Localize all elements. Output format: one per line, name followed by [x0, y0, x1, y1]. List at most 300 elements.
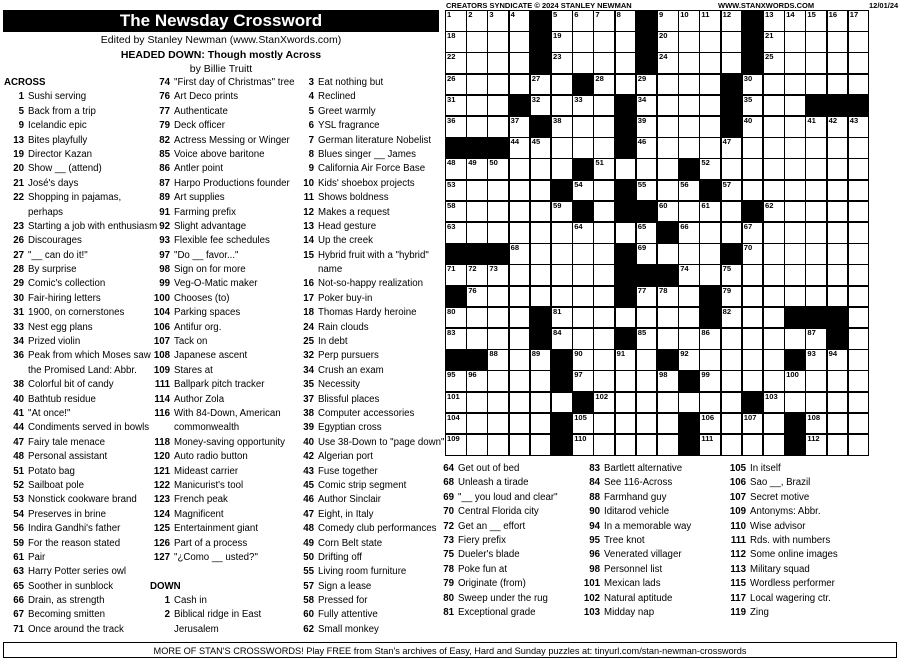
clue-item[interactable]	[4, 263, 152, 277]
grid-cell[interactable]	[848, 328, 870, 350]
grid-cell[interactable]	[466, 10, 488, 32]
clue-item[interactable]	[4, 206, 152, 220]
grid-cell[interactable]	[827, 370, 849, 392]
grid-cell[interactable]	[805, 328, 827, 350]
grid-cell[interactable]	[699, 413, 721, 435]
grid-cell[interactable]	[593, 307, 615, 329]
clue-item[interactable]	[294, 537, 444, 551]
grid-cell[interactable]	[572, 328, 594, 350]
clue-item[interactable]	[294, 508, 444, 522]
grid-cell[interactable]	[721, 307, 743, 329]
clue-item[interactable]	[150, 105, 310, 119]
grid-cell[interactable]	[636, 370, 658, 392]
grid-cell[interactable]	[445, 264, 467, 286]
grid-cell[interactable]	[509, 180, 531, 202]
clue-item[interactable]	[4, 306, 152, 320]
grid-cell[interactable]	[742, 116, 764, 138]
grid-cell[interactable]	[487, 52, 509, 74]
grid-cell[interactable]	[805, 370, 827, 392]
grid-cell[interactable]	[657, 95, 679, 117]
grid-cell[interactable]	[763, 137, 785, 159]
grid-cell[interactable]	[530, 434, 552, 456]
grid-cell[interactable]	[699, 328, 721, 350]
grid-cell[interactable]	[763, 434, 785, 456]
grid-cell[interactable]	[678, 52, 700, 74]
clue-item[interactable]	[294, 436, 444, 450]
clue-item[interactable]	[150, 277, 310, 291]
grid-cell[interactable]	[848, 286, 870, 308]
grid-cell[interactable]	[466, 307, 488, 329]
grid-cell[interactable]	[551, 52, 573, 74]
grid-cell[interactable]	[721, 349, 743, 371]
clue-item[interactable]	[294, 206, 444, 220]
clue-item[interactable]	[150, 177, 310, 191]
grid-cell[interactable]	[784, 370, 806, 392]
clue-item[interactable]	[580, 520, 740, 534]
clue-item[interactable]	[294, 220, 444, 234]
grid-cell[interactable]	[572, 286, 594, 308]
grid-cell[interactable]	[805, 116, 827, 138]
grid-cell[interactable]	[572, 307, 594, 329]
grid-cell[interactable]	[466, 413, 488, 435]
grid-cell[interactable]	[784, 74, 806, 96]
grid-cell[interactable]	[509, 413, 531, 435]
clue-item[interactable]	[4, 277, 152, 291]
clue-item[interactable]	[434, 462, 594, 476]
grid-cell[interactable]	[678, 328, 700, 350]
grid-cell[interactable]	[784, 137, 806, 159]
grid-cell[interactable]	[721, 434, 743, 456]
grid-cell[interactable]	[721, 31, 743, 53]
grid-cell[interactable]	[657, 434, 679, 456]
clue-item[interactable]	[434, 520, 594, 534]
clue-item[interactable]	[150, 306, 310, 320]
clue-item[interactable]	[580, 563, 740, 577]
clue-item[interactable]	[150, 220, 310, 234]
grid-cell[interactable]	[509, 222, 531, 244]
grid-cell[interactable]	[784, 328, 806, 350]
clue-item[interactable]	[150, 119, 310, 133]
grid-cell[interactable]	[721, 158, 743, 180]
clue-item[interactable]	[4, 177, 152, 191]
grid-cell[interactable]	[721, 222, 743, 244]
grid-cell[interactable]	[636, 180, 658, 202]
clue-item[interactable]	[294, 234, 444, 248]
grid-cell[interactable]	[572, 31, 594, 53]
grid-cell[interactable]	[699, 434, 721, 456]
clue-item[interactable]	[4, 479, 152, 493]
clue-item[interactable]	[4, 249, 152, 263]
grid-cell[interactable]	[445, 158, 467, 180]
clue-item[interactable]	[580, 505, 740, 519]
grid-cell[interactable]	[572, 349, 594, 371]
clue-item[interactable]	[580, 476, 740, 490]
clue-item[interactable]	[4, 421, 152, 435]
grid-cell[interactable]	[593, 434, 615, 456]
grid-cell[interactable]	[699, 10, 721, 32]
grid-cell[interactable]	[487, 370, 509, 392]
grid-cell[interactable]	[848, 10, 870, 32]
grid-cell[interactable]	[466, 434, 488, 456]
grid-cell[interactable]	[678, 392, 700, 414]
grid-cell[interactable]	[551, 328, 573, 350]
grid-cell[interactable]	[487, 10, 509, 32]
grid-cell[interactable]	[572, 434, 594, 456]
clue-item[interactable]	[726, 563, 896, 577]
clue-item[interactable]	[294, 407, 444, 421]
grid-cell[interactable]	[763, 222, 785, 244]
grid-cell[interactable]	[551, 222, 573, 244]
grid-cell[interactable]	[827, 201, 849, 223]
grid-cell[interactable]	[678, 137, 700, 159]
grid-cell[interactable]	[848, 180, 870, 202]
grid-cell[interactable]	[615, 74, 637, 96]
clue-item[interactable]	[150, 76, 310, 90]
grid-cell[interactable]	[487, 349, 509, 371]
grid-cell[interactable]	[742, 180, 764, 202]
clue-item[interactable]	[150, 450, 310, 464]
grid-cell[interactable]	[805, 52, 827, 74]
grid-cell[interactable]	[593, 392, 615, 414]
grid-cell[interactable]	[593, 222, 615, 244]
clue-item[interactable]	[150, 551, 310, 565]
grid-cell[interactable]	[848, 349, 870, 371]
grid-cell[interactable]	[509, 370, 531, 392]
grid-cell[interactable]	[530, 222, 552, 244]
clue-item[interactable]	[580, 592, 740, 606]
grid-cell[interactable]	[551, 243, 573, 265]
grid-cell[interactable]	[530, 180, 552, 202]
clue-item[interactable]	[726, 534, 896, 548]
clue-item[interactable]	[294, 378, 444, 392]
clue-item[interactable]	[4, 134, 152, 148]
grid-cell[interactable]	[445, 95, 467, 117]
clue-item[interactable]	[150, 465, 310, 479]
grid-cell[interactable]	[742, 158, 764, 180]
clue-item[interactable]	[294, 349, 444, 363]
clue-item[interactable]	[726, 476, 896, 490]
grid-cell[interactable]	[763, 31, 785, 53]
grid-cell[interactable]	[678, 95, 700, 117]
grid-cell[interactable]	[657, 201, 679, 223]
grid-cell[interactable]	[466, 158, 488, 180]
grid-cell[interactable]	[657, 158, 679, 180]
grid-cell[interactable]	[551, 392, 573, 414]
clue-item[interactable]	[580, 491, 740, 505]
grid-cell[interactable]	[487, 95, 509, 117]
grid-cell[interactable]	[551, 201, 573, 223]
grid-cell[interactable]	[657, 307, 679, 329]
grid-cell[interactable]	[636, 413, 658, 435]
grid-cell[interactable]	[445, 434, 467, 456]
grid-cell[interactable]	[827, 31, 849, 53]
grid-cell[interactable]	[445, 74, 467, 96]
grid-cell[interactable]	[721, 201, 743, 223]
clue-item[interactable]	[4, 105, 152, 119]
clue-item[interactable]	[4, 594, 152, 608]
clue-item[interactable]	[434, 491, 594, 505]
clue-item[interactable]	[4, 162, 152, 176]
grid-cell[interactable]	[763, 392, 785, 414]
grid-cell[interactable]	[763, 243, 785, 265]
clue-item[interactable]	[294, 292, 444, 306]
grid-cell[interactable]	[572, 116, 594, 138]
grid-cell[interactable]	[593, 10, 615, 32]
clue-item[interactable]	[4, 580, 152, 594]
grid-cell[interactable]	[678, 180, 700, 202]
grid-cell[interactable]	[742, 328, 764, 350]
clue-item[interactable]	[434, 505, 594, 519]
grid-cell[interactable]	[721, 328, 743, 350]
clue-item[interactable]	[726, 592, 896, 606]
grid-cell[interactable]	[636, 158, 658, 180]
grid-cell[interactable]	[445, 328, 467, 350]
grid-cell[interactable]	[805, 413, 827, 435]
grid-cell[interactable]	[593, 243, 615, 265]
grid-cell[interactable]	[445, 370, 467, 392]
clue-item[interactable]	[150, 234, 310, 248]
crossword-grid[interactable]	[445, 10, 869, 455]
clue-item[interactable]	[294, 465, 444, 479]
grid-cell[interactable]	[848, 137, 870, 159]
grid-cell[interactable]	[657, 10, 679, 32]
grid-cell[interactable]	[530, 264, 552, 286]
grid-cell[interactable]	[615, 349, 637, 371]
grid-cell[interactable]	[784, 10, 806, 32]
grid-cell[interactable]	[805, 74, 827, 96]
grid-cell[interactable]	[509, 52, 531, 74]
grid-cell[interactable]	[657, 370, 679, 392]
grid-cell[interactable]	[593, 370, 615, 392]
clue-item[interactable]	[150, 206, 310, 220]
grid-cell[interactable]	[593, 95, 615, 117]
grid-cell[interactable]	[721, 392, 743, 414]
clue-item[interactable]	[150, 249, 310, 263]
grid-cell[interactable]	[572, 52, 594, 74]
clue-item[interactable]	[294, 105, 444, 119]
grid-cell[interactable]	[721, 286, 743, 308]
grid-cell[interactable]	[509, 392, 531, 414]
clue-item[interactable]	[294, 90, 444, 104]
grid-cell[interactable]	[551, 158, 573, 180]
grid-cell[interactable]	[784, 201, 806, 223]
grid-cell[interactable]	[445, 52, 467, 74]
clue-item[interactable]	[150, 407, 310, 421]
grid-cell[interactable]	[487, 180, 509, 202]
clue-item[interactable]	[150, 335, 310, 349]
grid-cell[interactable]	[763, 95, 785, 117]
grid-cell[interactable]	[742, 74, 764, 96]
grid-cell[interactable]	[827, 180, 849, 202]
clue-item[interactable]	[4, 90, 152, 104]
grid-cell[interactable]	[742, 243, 764, 265]
grid-cell[interactable]	[699, 95, 721, 117]
grid-cell[interactable]	[699, 137, 721, 159]
clue-item[interactable]	[294, 306, 444, 320]
grid-cell[interactable]	[763, 413, 785, 435]
grid-cell[interactable]	[805, 180, 827, 202]
grid-cell[interactable]	[763, 201, 785, 223]
grid-cell[interactable]	[678, 307, 700, 329]
grid-cell[interactable]	[657, 243, 679, 265]
grid-cell[interactable]	[699, 201, 721, 223]
grid-cell[interactable]	[636, 392, 658, 414]
grid-cell[interactable]	[848, 222, 870, 244]
grid-cell[interactable]	[572, 180, 594, 202]
clue-item[interactable]	[294, 177, 444, 191]
grid-cell[interactable]	[805, 158, 827, 180]
grid-cell[interactable]	[593, 328, 615, 350]
grid-cell[interactable]	[593, 180, 615, 202]
grid-cell[interactable]	[487, 74, 509, 96]
clue-item[interactable]	[294, 162, 444, 176]
grid-cell[interactable]	[657, 328, 679, 350]
grid-cell[interactable]	[784, 95, 806, 117]
grid-cell[interactable]	[551, 264, 573, 286]
clue-item[interactable]	[294, 450, 444, 464]
grid-cell[interactable]	[848, 413, 870, 435]
clue-item[interactable]	[580, 462, 740, 476]
grid-cell[interactable]	[678, 74, 700, 96]
clue-item[interactable]	[150, 537, 310, 551]
grid-cell[interactable]	[636, 243, 658, 265]
clue-item[interactable]	[294, 608, 444, 622]
clue-item[interactable]	[150, 263, 310, 277]
grid-cell[interactable]	[848, 201, 870, 223]
grid-cell[interactable]	[763, 286, 785, 308]
clue-item[interactable]	[580, 606, 740, 620]
grid-cell[interactable]	[487, 264, 509, 286]
grid-cell[interactable]	[445, 116, 467, 138]
grid-cell[interactable]	[530, 413, 552, 435]
grid-cell[interactable]	[805, 286, 827, 308]
grid-cell[interactable]	[763, 264, 785, 286]
grid-cell[interactable]	[466, 180, 488, 202]
clue-item[interactable]	[294, 393, 444, 407]
grid-cell[interactable]	[466, 370, 488, 392]
grid-cell[interactable]	[572, 413, 594, 435]
grid-cell[interactable]	[572, 370, 594, 392]
clue-item[interactable]	[4, 191, 152, 205]
grid-cell[interactable]	[805, 201, 827, 223]
grid-cell[interactable]	[530, 370, 552, 392]
grid-cell[interactable]	[636, 95, 658, 117]
grid-cell[interactable]	[466, 328, 488, 350]
clue-item[interactable]	[4, 349, 152, 363]
clue-item[interactable]	[294, 134, 444, 148]
grid-cell[interactable]	[721, 10, 743, 32]
grid-cell[interactable]	[445, 392, 467, 414]
grid-cell[interactable]	[699, 158, 721, 180]
clue-item[interactable]	[4, 465, 152, 479]
grid-cell[interactable]	[530, 349, 552, 371]
clue-item[interactable]	[580, 534, 740, 548]
grid-cell[interactable]	[636, 116, 658, 138]
grid-cell[interactable]	[805, 10, 827, 32]
grid-cell[interactable]	[763, 307, 785, 329]
clue-item[interactable]	[150, 90, 310, 104]
clue-item[interactable]	[434, 577, 594, 591]
grid-cell[interactable]	[593, 158, 615, 180]
grid-cell[interactable]	[805, 31, 827, 53]
grid-cell[interactable]	[509, 74, 531, 96]
grid-cell[interactable]	[636, 137, 658, 159]
grid-cell[interactable]	[593, 31, 615, 53]
grid-cell[interactable]	[636, 222, 658, 244]
grid-cell[interactable]	[699, 370, 721, 392]
clue-item[interactable]	[4, 522, 152, 536]
grid-cell[interactable]	[593, 413, 615, 435]
grid-cell[interactable]	[805, 349, 827, 371]
clue-item[interactable]	[294, 263, 444, 277]
grid-cell[interactable]	[742, 137, 764, 159]
grid-cell[interactable]	[530, 286, 552, 308]
grid-cell[interactable]	[466, 392, 488, 414]
clue-item[interactable]	[4, 608, 152, 622]
grid-cell[interactable]	[805, 137, 827, 159]
grid-cell[interactable]	[487, 31, 509, 53]
clue-item[interactable]	[726, 606, 896, 620]
grid-cell[interactable]	[572, 10, 594, 32]
grid-cell[interactable]	[848, 52, 870, 74]
grid-cell[interactable]	[742, 349, 764, 371]
grid-cell[interactable]	[593, 52, 615, 74]
clue-item[interactable]	[150, 134, 310, 148]
grid-cell[interactable]	[636, 307, 658, 329]
grid-cell[interactable]	[827, 52, 849, 74]
grid-cell[interactable]	[487, 222, 509, 244]
grid-cell[interactable]	[530, 158, 552, 180]
grid-cell[interactable]	[763, 158, 785, 180]
grid-cell[interactable]	[615, 222, 637, 244]
clue-item[interactable]	[150, 148, 310, 162]
grid-cell[interactable]	[615, 392, 637, 414]
clue-item[interactable]	[4, 292, 152, 306]
clue-item[interactable]	[434, 563, 594, 577]
grid-cell[interactable]	[784, 180, 806, 202]
clue-item[interactable]	[150, 378, 310, 392]
grid-cell[interactable]	[593, 74, 615, 96]
grid-cell[interactable]	[784, 286, 806, 308]
grid-cell[interactable]	[530, 74, 552, 96]
clue-item[interactable]	[4, 148, 152, 162]
clue-item[interactable]	[4, 119, 152, 133]
clue-item[interactable]	[726, 462, 896, 476]
grid-cell[interactable]	[445, 222, 467, 244]
grid-cell[interactable]	[721, 413, 743, 435]
grid-cell[interactable]	[509, 349, 531, 371]
clue-item[interactable]	[4, 234, 152, 248]
grid-cell[interactable]	[784, 264, 806, 286]
grid-cell[interactable]	[699, 74, 721, 96]
grid-cell[interactable]	[678, 222, 700, 244]
clue-item[interactable]	[580, 577, 740, 591]
clue-item[interactable]	[150, 508, 310, 522]
grid-cell[interactable]	[466, 95, 488, 117]
clue-item[interactable]	[434, 476, 594, 490]
grid-cell[interactable]	[551, 137, 573, 159]
grid-cell[interactable]	[699, 52, 721, 74]
grid-cell[interactable]	[615, 307, 637, 329]
grid-cell[interactable]	[805, 264, 827, 286]
grid-cell[interactable]	[466, 286, 488, 308]
grid-cell[interactable]	[509, 116, 531, 138]
grid-cell[interactable]	[827, 349, 849, 371]
grid-cell[interactable]	[805, 243, 827, 265]
grid-cell[interactable]	[721, 264, 743, 286]
grid-cell[interactable]	[827, 158, 849, 180]
grid-cell[interactable]	[699, 31, 721, 53]
